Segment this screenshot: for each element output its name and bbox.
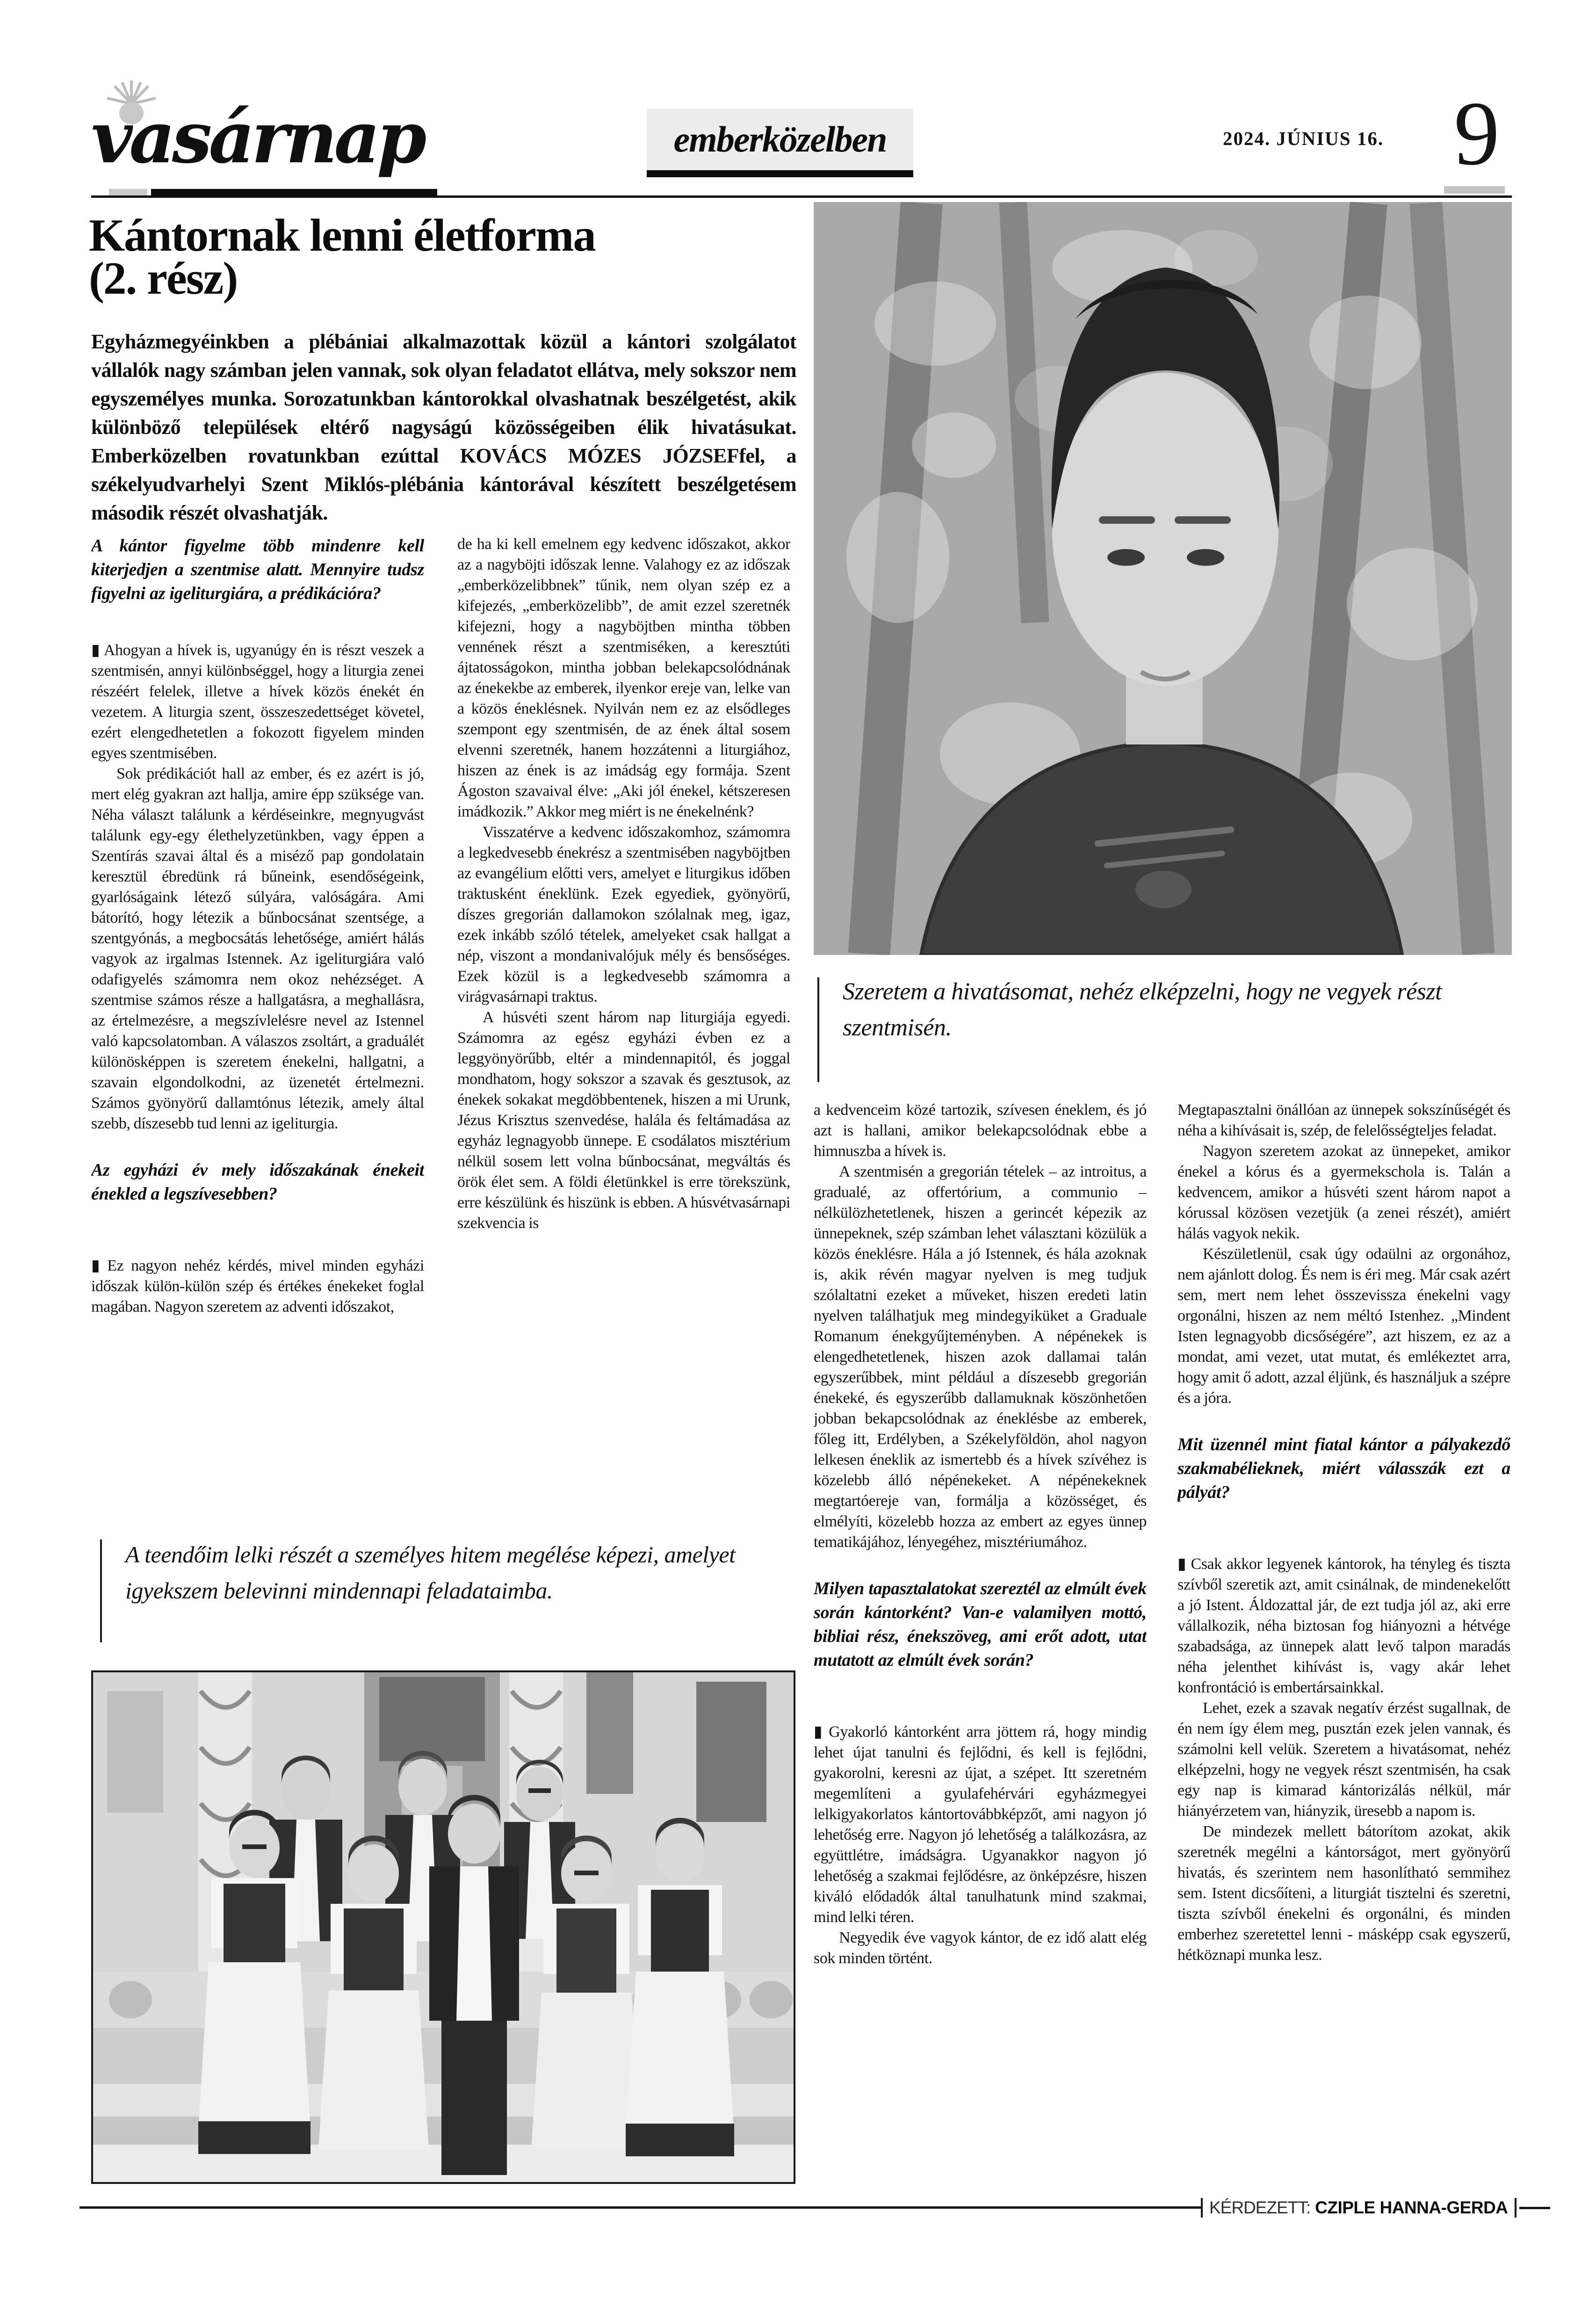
answer-paragraph: Lehet, ezek a szavak negatív érzést sugallnak, de én nem így élem meg, pusztán ezek jelen vannak, és számolni kell velük. Szeretem a hivatásomat, nehéz elképzelni, hogy ne vegyek részt szentmisén, ha csak egy nap is kimarad kántorizálás nélkül, már hiányérzetem van, hiányzik, üresebb a napom is. [1177,1699,1510,1820]
credit-dash [1519,2207,1550,2209]
issue-date: 2024. JÚNIUS 16. [1223,128,1384,149]
credit-tick-left [1201,2198,1203,2218]
article-title-line1: Kántornak lenni életforma [89,210,595,261]
credit-name: CZIPLE HANNA-GERDA [1315,2198,1508,2217]
credit-tick-right [1515,2198,1517,2218]
credit-label: KÉRDEZETT: [1209,2198,1311,2217]
section-header [647,108,913,170]
section-label: emberközelben [673,119,887,159]
pull-quote-left-bar [100,1539,102,1642]
answer-paragraph: ▮ Ahogyan a hívek is, ugyanúgy én is részt veszek a szentmisén, annyi különbséggel, hogy a liturgia zenei részéért felelek, illetve a hívek közös énekét én vezetem. A liturgia szent, összeszedettséget követel, ezért elengedhetetlen a fokozott figyelem minden egyes szentmisében. [91,642,424,762]
credit-line [1201,2194,1513,2221]
group-photo-art [93,1672,794,2182]
masthead-title: vasárnap [91,95,424,179]
text-column-3 [814,1100,1147,2190]
answer-paragraph: ▮ Csak akkor legyenek kántorok, ha tényleg és tiszta szívből szeretik azt, amit csinálnak, de mindenekelőtt a jó Istent. Áldozattal jár, de ezt tudja jól az, aki erre vállalkozik, néha biztosan fog hiányozni a hétvége szabadsága, az ünnepek alatt levő talpon maradás néha jelenthet kihívást is, vagy akár lehet konfrontáció is embertársainkkal. [1177,1555,1510,1696]
text-column-2 [457,534,790,1529]
portrait-photo-art [814,202,1512,955]
answer-paragraph: Megtapasztalni önállóan az ünnepek sokszínűségét és néha a kihívásait is, szép, de felelősségteljes feladat. [1177,1101,1510,1139]
article-lead: Egyházmegyéinkben a plébániai alkalmazottak közül a kántori szolgálatot vállalók nagy számban jelen vannak, sok olyan feladatot ellátva, mely sokszor nem egyszemélyes munka. Sorozatunkban kántorokkal olvashatnak beszélgetést, akik különböző települések eltérő nagyságú közösségeiben élik hivatásukat. Emberközelben rovatunkban ezúttal KOVÁCS MÓZES JÓZSEFfel, a székelyudvarhelyi Szent Miklós-plébánia kántorával készített beszélgetésem második részét olvashatják. [91,330,796,524]
page-number-underline [1444,186,1505,194]
footer-rule [79,2206,1201,2209]
answer-paragraph: Nagyon szeretem azokat az ünnepeket, amikor énekel a kórus és a gyermekschola is. Talán a kedvencem, amikor a húsvéti szent három napot a kórussal közösen vezetjük (a zenei részét), amiért hálás vagyok nekik. [1177,1142,1510,1242]
interview-question: Az egyházi év mely időszakának énekeit énekled a legszívesebben? [91,1160,424,1204]
interview-question: Milyen tapasztalatokat szereztél az elmúlt évek során kántorként? Van-e valamilyen mottó, bibliai rész, énekszöveg, ami erőt adott, utat mutatott az elmúlt évek során? [814,1579,1147,1670]
section-underline [647,170,913,177]
answer-paragraph: Negyedik éve vagyok kántor, de ez idő alatt elég sok minden történt. [814,1929,1147,1967]
pull-quote-left: A teendőim lelki részét a személyes hitem megélése képezi, amelyet igyekszem belevinni mindennapi feladataimba. [125,1541,736,1604]
answer-paragraph: A húsvéti szent három nap liturgiája egyedi. Számomra az egész egyházi évben ez a leggyönyörűbb, eltér a mindennapitól, és joggal mondhatom, hogy sokszor a szavak és gesztusok, az énekek sokakat megdöbbentenek, hiszen a mi Urunk, Jézus Krisztus szenvedése, halála és feltámadása az egyház legnagyobb ünnepe. E csodálatos misztérium nélkül sosem lett volna bűnbocsánat, megváltás és örök élet sem. A földi életünkkel is erre törekszünk, erre készülünk és hiszünk is ebben. A húsvétvasárnapi szekvencia is [457,1009,790,1232]
answer-paragraph: ▮ Gyakorló kántorként arra jöttem rá, hogy mindig lehet újat tanulni és fejlődni, és kell is fejlődni, gyakorolni, keresni az újat, a szépet. Itt szeretném megemlíteni a gyulafehérvári egyházmegyei lelkigyakorlatos kántortovábbképzőt, ami nagyon jó lehetőség erre. Nagyon jó lehetőség a találkozásra, az együttlétre, imádságra. Ugyanakkor nagyon jó lehetőség a szakmai fejlődésre, az önképzésre, hiszen kiváló elődadók által tanulhatunk mind szakmai, mind lelki téren. [814,1723,1147,1926]
group-photo [91,1670,795,2184]
answer-paragraph: Készületlenül, csak úgy odaülni az orgonához, nem ajánlott dolog. És nem is éri meg. Már csak azért sem, mert nem lehet összevissza énekelni vagy orgonálni, hiszen az nem méltó Istenhez. „Mindent Isten legnagyobb dicsőségére”, azt hiszem, ez az a mondat, ami vezet, utat mutat, és emlékeztet arra, hogy amit ő adott, azzal éljünk, és használjuk a szépre és a jóra. [1177,1245,1510,1407]
portrait-photo [814,202,1512,955]
answer-paragraph: ▮ Ez nagyon nehéz kérdés, mivel minden egyházi időszak külön-külön szép és értékes énekeket foglal magában. Nagyon szeretem az adventi időszakot, [91,1257,424,1315]
answer-paragraph: Visszatérve a kedvenc időszakomhoz, számomra a legkedvesebb énekrész a szentmisében nagyböjtben az evangélium előtti vers, amelyet e liturgikus időben traktusként éneklünk. Ezek egyediek, gyönyörű, díszes gregorián dallamokon szólalnak meg, igaz, ezek inkább szóló tételek, amelyeket csak hallgat a nép, viszont a mondanivalójuk mély és bensőséges. Ezek közül is a legkedvesebb számomra a virágvasárnapi traktus. [457,824,790,1005]
answer-paragraph: A szentmisén a gregorián tételek – az introitus, a gradualé, az offertórium, a communio – nélkülözhetetlenek, hiszen a gerincét képezik az ünnepeknek, szép számban lehet választani közülük a közös éneklésre. Hála a jó Istennek, és hála azoknak is, akik révén magyar nyelven is meg tudjuk szólaltatni ezeket a műveket, hiszen eredeti latin nyelven találhatjuk meg mindegyiküket a Graduale Romanum énekgyűjteményben. A népénekek is elengedhetetlenek, hiszen azok dallamai talán egyszerűbbek, mint például a díszesebb gregorián énekeké, és egyszerűbb dallamuknak köszönhetően jobban bekapcsolódnak az éneklésbe az emberek, főleg itt, Erdélyben, a Székelyföldön, ahol nagyon lelkesen éneklik az ismertebb és a hívek szívéhez is közelebb álló népénekeket. A népénekeknek megtartóereje van, formálja a közösséget, és elmélyíti, közelebb hozza az embert az egyes ünnep tematikájához, lényegéhez, misztériumához. [814,1163,1147,1551]
header-rule [91,195,1512,198]
interview-question: Mit üzennél mint fiatal kántor a pályakezdő szakmabélieknek, miért válasszák ezt a pályát? [1177,1435,1510,1502]
interview-question: A kántor figyelme több mindenre kell kiterjedjen a szentmise alatt. Mennyire tudsz figyelni az igeliturgiára, a prédikációra? [91,536,424,603]
answer-paragraph: De mindezek mellett bátorítom azokat, akik szeretnék megélni a kántorságot, mert gyönyörű hivatás, és szerintem nem hasonlítható semmihez sem. Istent dicsőíteni, a liturgiát tisztelni és szeretni, tiszta szívből énekelni és orgonálni, és minden emberhez szeretettel lenni - másképp csak egyszerű, hétköznapi munka lesz. [1177,1823,1510,1964]
answer-paragraph: de ha ki kell emelnem egy kedvenc időszakot, akkor az a nagyböjti időszak lenne. Valahogy ez az időszak „emberközelibbnek” tűnik, nem olyan szép ez a kifejezés, „emberközelibb”, de amit ezzel szeretnék kifejezni, hogy a nagyböjtben mintha többen vennének részt a szentmiséken, a keresztúti ájtatosságokon, mintha jobban belekapcsolódnának az énekekbe az emberek, ilyenkor ereje van, lelke van a közös éneklésnek. Nyilván nem ez az elsődleges szempont egy szentmisén, de az ének által sosem elvenni szeretnék, hanem hozzátenni a liturgiához, hiszen az ének is az imádság egy formája. Szent Ágoston szavaival élve: „Aki jól énekel, kétszeresen imádkozik.” Akkor meg miért is ne énekelnénk? [457,535,790,820]
page-number: 9 [1454,83,1500,184]
pull-quote-right: Szeretem a hivatásomat, nehéz elképzelni, hogy ne vegyek részt szentmisén. [843,978,1442,1041]
answer-paragraph: a kedvenceim közé tartozik, szívesen éneklem, és jó azt is hallani, amikor belekapcsolódnak ebbe a himnuszba a hívek is. [814,1101,1147,1160]
text-column-1 [91,534,424,1529]
masthead [91,92,475,199]
answer-paragraph: Sok prédikációt hall az ember, és ez azért is jó, mert elég gyakran azt hallja, amire épp szüksége van. Néha választ találunk a kérdéseinkre, megnyugvást találunk egy-egy élethelyzetünkben, vagy éppen a Szentírás szavai által és a miséző pap gondolatain keresztül ébredünk rá bűneink, esendőségeink, gyarlóságaink létező súlyára, valóságára. Ami bátorító, hogy létezik a bűnbocsánat szentsége, a szentgyónás, a megbocsátás lehetősége, amiért hálás vagyok az irgalmas Istennek. Az igeliturgiára való odafigyelés számomra nem okoz nehézséget. A szentmise számos része a hallgatásra, a meghallásra, az értelmezésre, a megszívlelésre nevel az Istennel való kapcsolatomban. A válaszos zsoltárt, a graduálét különösképpen is szeretem énekelni, hallgatni, a szavain elgondolkodni, az üzenetét értelmezni. Számos gyönyörű dallamtónus létezik, amely által szebb, díszesebb tud lenni az igeliturgia. [91,765,424,1132]
text-column-4 [1177,1100,1510,2190]
article-title [89,210,809,304]
pull-quote-right-bar [817,977,819,1082]
article-title-line2: (2. rész) [89,253,238,304]
